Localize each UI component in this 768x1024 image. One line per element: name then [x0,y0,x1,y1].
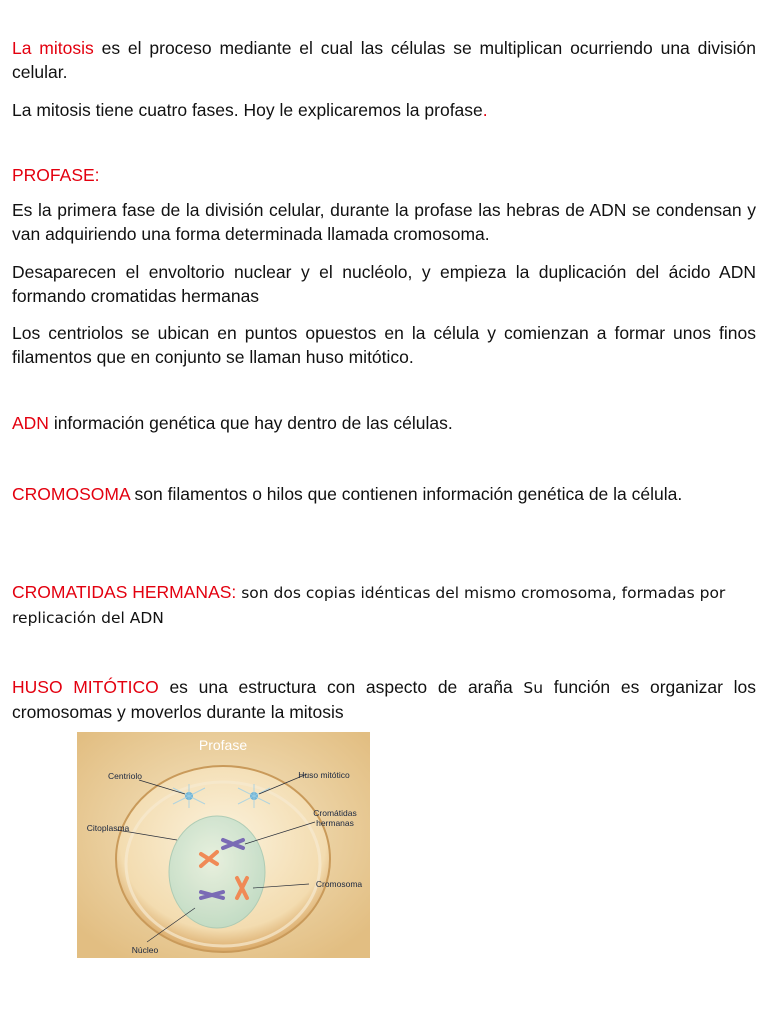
term-mitosis: La mitosis [12,38,94,58]
phases-dot: . [482,100,488,120]
label-citoplasma: Citoplasma [86,823,130,833]
label-huso-mitotico: Huso mitótico [298,770,350,780]
glossary-cromosoma [12,482,682,506]
label-centriolo: Centriolo [107,771,143,781]
profase-heading: PROFASE: [12,165,100,185]
label-cromatidas-2: hermanas [316,818,354,828]
profase-paragraph-1: Es la primera fase de la división celular, durante la profase las hebras de ADN se condensan y van adquiriendo una forma determinada llamada cromosoma. [12,200,756,244]
label-cromosoma: Cromosoma [315,879,363,889]
glossary-huso [12,675,756,724]
label-cromatidas-1: Cromátidas [313,808,357,818]
def-huso-b: Su [523,679,544,697]
glossary-cromatidas [12,580,756,630]
def-cromosoma: son filamentos o hilos que contienen información genética de la célula. [129,484,683,504]
def-cromatidas: son dos copias idénticas del mismo cromosoma, formadas por replicación del ADN [12,584,726,627]
intro-paragraph [12,36,756,84]
term-adn: ADN [12,413,49,433]
phases-paragraph [12,98,488,122]
profase-paragraph-2: Desaparecen el envoltorio nuclear y el nucléolo, y empieza la duplicación del ácido ADN formando cromatidas hermanas [12,262,756,306]
def-huso-c: función es organizar los cromosomas y moverlos durante la mitosis [12,677,756,722]
intro-text: es el proceso mediante el cual las células se multiplican ocurriendo una división celular. [12,38,756,82]
profase-paragraph-3: Los centriolos se ubican en puntos opuestos en la célula y comienzan a formar unos finos filamentos que en conjunto se llaman huso mitótico. [12,323,756,367]
phases-text: La mitosis tiene cuatro fases. Hoy le explicaremos la profase [12,100,483,120]
term-huso: HUSO MITÓTICO [12,677,159,697]
term-cromosoma: CROMOSOMA [12,484,130,504]
def-adn: información genética que hay dentro de las células. [48,413,453,433]
nucleus [169,816,265,928]
figure-title: Profase [198,737,248,753]
def-huso-a: es una estructura con aspecto de araña [158,677,524,697]
term-cromatidas: CROMATIDAS HERMANAS: [12,582,237,602]
profase-illustration [77,732,370,958]
label-nucleo: Núcleo [131,945,159,955]
glossary-adn [12,411,453,435]
